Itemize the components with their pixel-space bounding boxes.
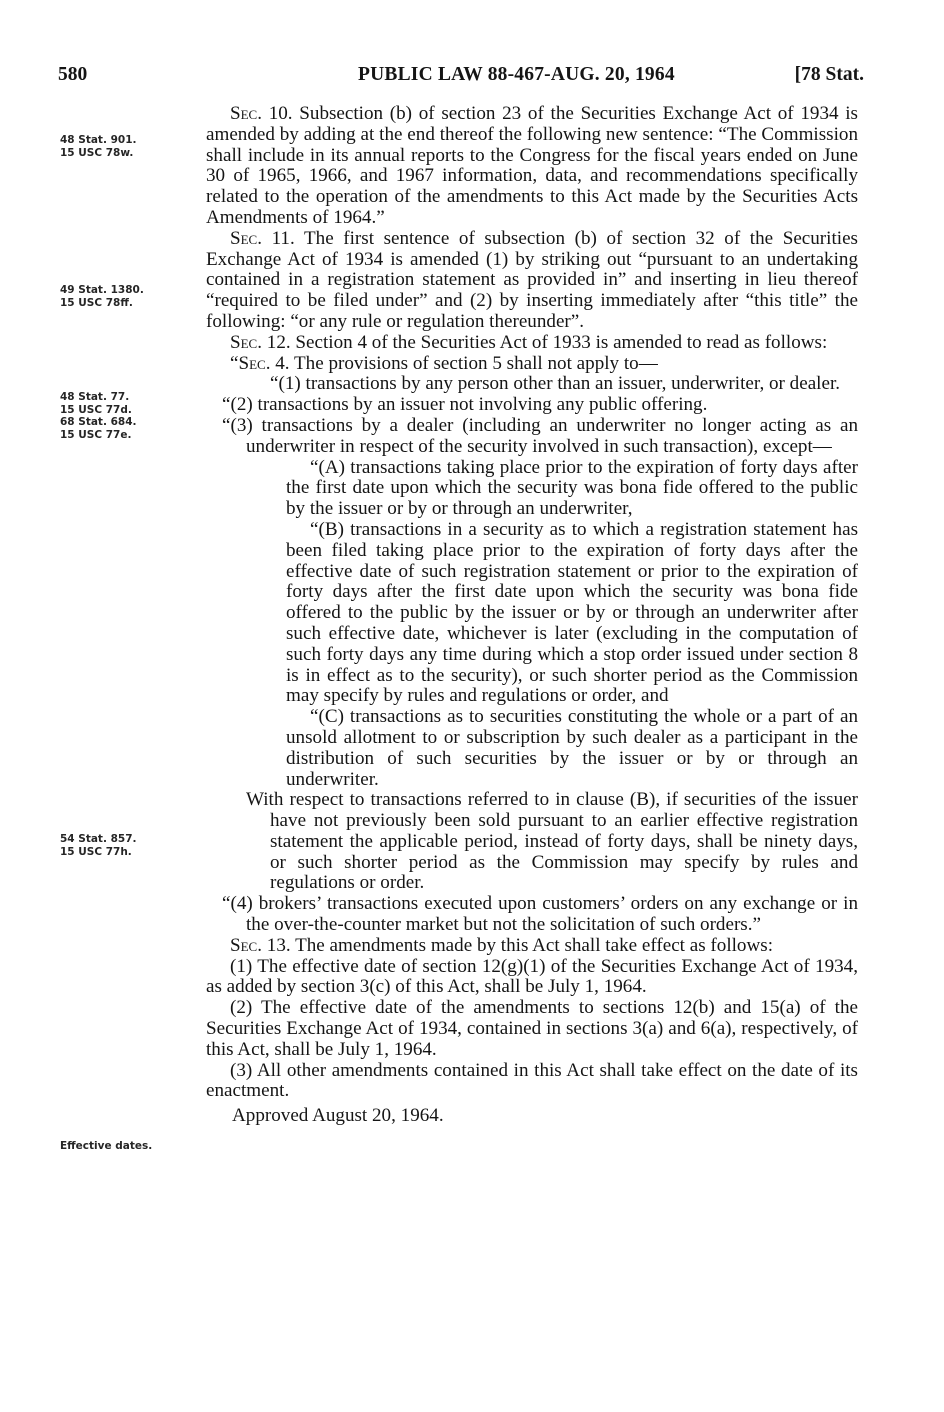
effective-date-item: (1) The effective date of section 12(g)(1) of the Securities Exchange Act of 1934, as added by section 3(c) of this Act, shall be July 1, 1964. xyxy=(206,955,858,998)
section-text: The amendments made by this Act shall take effect as follows: xyxy=(290,934,774,956)
margin-note-line: 15 USC 77h. xyxy=(60,845,132,858)
margin-note-sec11 xyxy=(60,284,144,309)
margin-note-effective-dates xyxy=(60,1140,152,1153)
paragraph-1: “(1) transactions by any person other than an issuer, underwriter, or dealer. xyxy=(270,373,841,395)
section-text: The first sentence of subsection (b) of section 32 of the Securities Exchange Act of 1934 is amended (1) by striking out “pursuant to an undertaking contained in a registration statement as provided in” and inserting in lieu thereof “required to be filed under” and (2) by inserting immediately after “this title” the following: “or any rule or regulation thereunder”. xyxy=(206,227,858,332)
effective-date-item: (3) All other amendments contained in this Act shall take effect on the date of its enactment. xyxy=(206,1059,858,1102)
section-label: Sec. 13. xyxy=(230,934,291,956)
paragraph-3: “(3) transactions by a dealer (including an underwriter no longer acting as an underwriter in respect of the security involved in such transaction), except— xyxy=(222,414,858,457)
margin-note-line: 68 Stat. 684. xyxy=(60,416,137,428)
running-title: PUBLIC LAW 88-467-AUG. 20, 1964 xyxy=(358,64,675,85)
section-10 xyxy=(206,104,858,229)
margin-note-sec12 xyxy=(60,391,137,441)
section-11 xyxy=(206,229,858,333)
margin-note-line: 15 USC 77e. xyxy=(60,428,132,441)
section-text: Subsection (b) of section 23 of the Securities Exchange Act of 1934 is amended by adding at the end thereof the following new sentence: “The Commission shall include in its annual reports to the Congress for the fiscal years ended on June 30 of 1965, 1966, and 1967 information, data, and recommendations specifically related to the operation of the amendments to this Act made by the Securities Acts Amendments of 1964.” xyxy=(206,103,858,228)
paragraph-4: “(4) brokers’ transactions executed upon customers’ orders on any exchange or in the over-the-counter market but not the solicitation of such orders.” xyxy=(222,893,858,936)
effective-date-item: (2) The effective date of the amendments to sections 12(b) and 15(a) of the Securities Exchange Act of 1934, contained in sections 3(a) and 6(a), respectively, of this Act, shall be July 1, 1964. xyxy=(206,997,858,1060)
clause-a: “(A) transactions taking place prior to the expiration of forty days after the first date upon which the security was bona fide offered to the public by the issuer or by or through an underwriter, xyxy=(286,456,858,520)
page-header xyxy=(58,64,864,90)
clause-c: “(C) transactions as to securities constituting the whole or a part of an unsold allotment to or subscription by such dealer as a participant in the distribution of such securities by the issuer or by or through an underwriter. xyxy=(286,706,858,790)
paragraph-2: “(2) transactions by an issuer not involving any public offering. xyxy=(222,394,708,416)
quoted-section-4 xyxy=(206,354,858,375)
clause-b: “(B) transactions in a security as to which a registration statement has been filed taking place prior to the expiration of forty days after the effective date of such registration statement or prior to the expiration of forty days after the first date upon which the security was bona fide offered to the public by the issuer or by or through an underwriter after such effective date, whichever is later (excluding in the computation of such forty days any time during which a stop order issued under section 8 is in effect as to the security), or such shorter period as the Commission may specify by rules and regulations or order, and xyxy=(286,518,858,707)
section-label: Sec. 12. xyxy=(230,331,291,353)
margin-note-line: 15 USC 78ff. xyxy=(60,296,133,309)
margin-note-line: 15 USC 77d. xyxy=(60,403,132,416)
section-text: Section 4 of the Securities Act of 1933 is amended to read as follows: xyxy=(290,331,828,353)
margin-note-line: 49 Stat. 1380. xyxy=(60,284,144,296)
section-label: Sec. 10. xyxy=(230,103,293,124)
margin-note-line: 48 Stat. 901. xyxy=(60,134,137,146)
page-number: 580 xyxy=(58,64,88,85)
margin-note-line: 54 Stat. 857. xyxy=(60,833,137,845)
open-quote: “ xyxy=(230,352,239,374)
margin-note-line: Effective dates. xyxy=(60,1140,153,1152)
with-respect-paragraph: With respect to transactions referred to in clause (B), if securities of the issuer have not previously been sold pursuant to an earlier effective registration statement the applicable period, instead of forty days, shall be ninety days, or such shorter period as the Commission may specify by rules and regulations or order. xyxy=(246,789,858,894)
section-label: Sec. 11. xyxy=(230,227,295,249)
quoted-section-text: The provisions of section 5 shall not apply to— xyxy=(289,352,658,374)
section-13 xyxy=(206,936,858,957)
approved-date: Approved August 20, 1964. xyxy=(232,1105,444,1127)
statute-body xyxy=(206,104,858,1127)
margin-note-line: 15 USC 78w. xyxy=(60,146,134,159)
section-12 xyxy=(206,333,858,354)
margin-note-sec10 xyxy=(60,134,137,159)
quoted-section-label: Sec. 4. xyxy=(238,352,290,374)
statute-reference: [78 Stat. xyxy=(794,64,864,85)
margin-note-clause-b xyxy=(60,833,137,858)
margin-note-line: 48 Stat. 77. xyxy=(60,391,130,403)
